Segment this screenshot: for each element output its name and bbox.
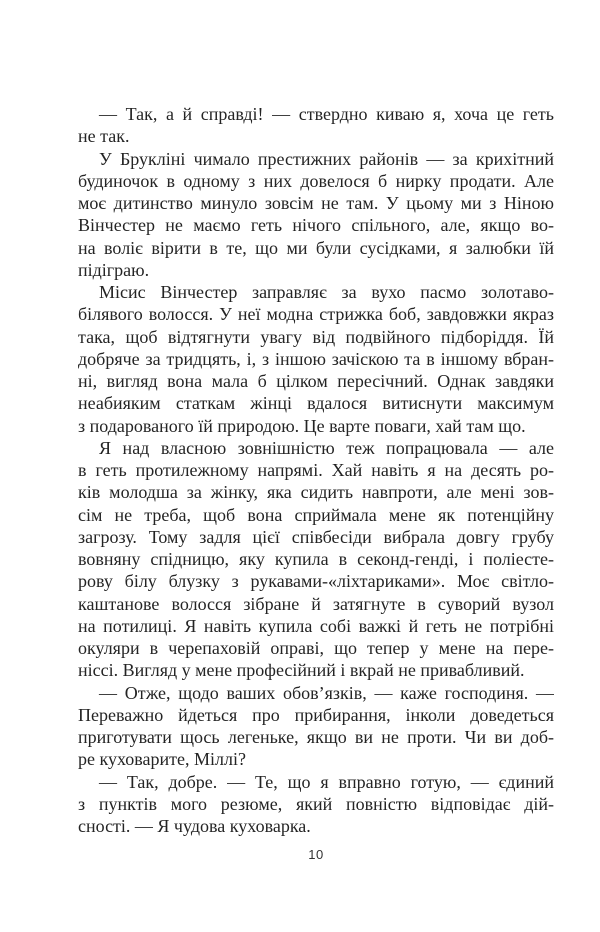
- text-line: білявого волосся. У неї модна стрижка боб, завдовжки якраз: [78, 304, 554, 325]
- text-line: ре куховарите, Міллі?: [78, 749, 246, 770]
- text-line: загрозу. Тому задля цієї співбесіди вибрала довгу грубу: [78, 526, 554, 547]
- text-line: ків молодша за жінку, яка сидить навпроти, але мені зов-: [78, 482, 554, 503]
- text-line: сім не треба, щоб вона сприймала мене як потенційну: [78, 504, 554, 525]
- paragraph: [78, 771, 554, 838]
- text-line: будиночок в одному з них довелося б нирку продати. Але: [78, 170, 554, 191]
- text-line: Місис Вінчестер заправляє за вухо пасмо золотаво-: [99, 282, 554, 302]
- page-number: 10: [308, 847, 324, 862]
- text-line: з пунктів мого резюме, який повністю відповідає дій-: [78, 793, 554, 814]
- text-line: — Так, добре. — Те, що я вправно готую, — єдиний: [99, 771, 554, 792]
- text-line: добряче за тридцять, і, з іншою зачіскою та в іншому вбран-: [78, 348, 554, 369]
- text-line: з подарованого їй природою. Це варте поваги, хай там що.: [78, 415, 526, 436]
- text-line: неабияким статкам жінці вдалося витиснути максимум: [78, 393, 554, 414]
- text-line: рову білу блузку з рукавами-«ліхтариками». Моє світло-: [78, 571, 554, 592]
- paragraph: [78, 103, 554, 148]
- text-line: моє дитинство минуло зовсім не там. У цьому ми з Ніною: [78, 193, 554, 213]
- text-line: Переважно йдеться про прибирання, інколи доведеться: [78, 704, 554, 725]
- text-line: окуляри в черепаховій оправі, що тепер у мене на пере-: [78, 638, 554, 658]
- text-line: в геть протилежному напрямі. Хай навіть я на десять ро-: [78, 460, 554, 480]
- text-line: Вінчестер не маємо геть нічого спільного, але, якщо во-: [78, 215, 554, 236]
- text-line: ні, вигляд вона мала б цілком пересічний. Однак завдяки: [78, 371, 554, 391]
- text-line: на воліє вірити в те, що ми були сусідками, я залюбки їй: [78, 237, 554, 258]
- paragraph: [78, 437, 554, 682]
- text-line: не так.: [78, 126, 130, 147]
- text-line: Я над власною зовнішністю теж попрацювала — але: [99, 437, 554, 458]
- text-line: — Так, а й справді! — ствердно киваю я, хоча це геть: [99, 104, 554, 124]
- text-line: підіграю.: [78, 259, 150, 280]
- text-line: У Брукліні чимало престижних районів — за крихітний: [99, 148, 554, 169]
- paragraph: [78, 281, 554, 437]
- text-line: ніссі. Вигляд у мене професійний і вкрай не привабливий.: [78, 660, 525, 681]
- text-line: — Отже, щодо ваших обов’язків, — каже господиня. —: [99, 682, 554, 703]
- text-line: приготувати щось легеньке, якщо ви не проти. Чи ви доб-: [78, 727, 554, 747]
- text-line: сності. — Я чудова куховарка.: [78, 816, 311, 836]
- text-line: на потилиці. Я навіть купила собі важкі й геть не потрібні: [78, 615, 554, 636]
- page-text: [78, 103, 554, 837]
- paragraph: [78, 148, 554, 282]
- paragraph: [78, 682, 554, 771]
- text-line: така, щоб відтягнути увагу від подвійного підборіддя. Їй: [78, 326, 554, 347]
- text-line: каштанове волосся зібране й затягнуте в суворий вузол: [78, 593, 554, 614]
- text-line: вовняну спідницю, яку купила в секонд-генді, і поліесте-: [78, 549, 554, 569]
